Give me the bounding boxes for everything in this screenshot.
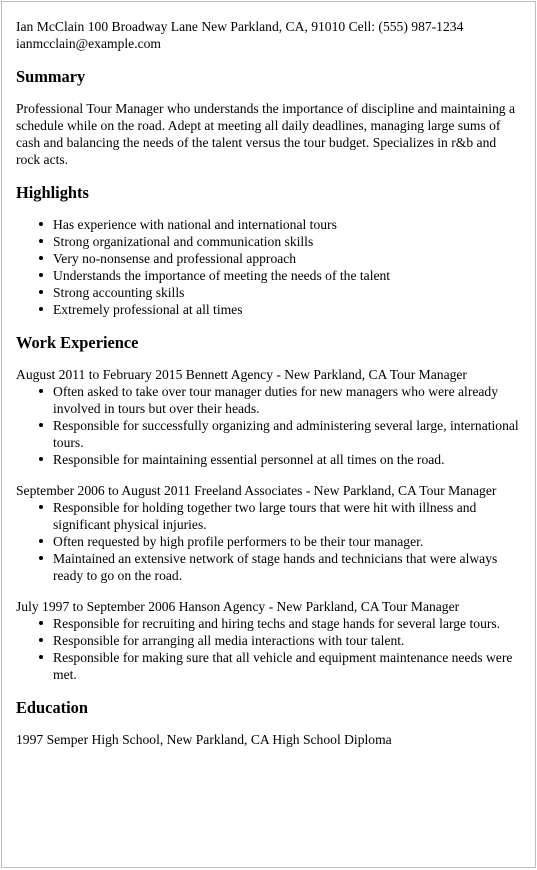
list-item: Responsible for successfully organizing and administering several large, international tours.	[53, 417, 521, 451]
list-item: Extremely professional at all times	[53, 301, 521, 318]
job-title: July 1997 to September 2006 Hanson Agency - New Parkland, CA Tour Manager	[16, 599, 460, 614]
list-item: Responsible for recruiting and hiring techs and stage hands for several large tours.	[53, 615, 521, 632]
list-item: Responsible for making sure that all vehicle and equipment maintenance needs were met.	[53, 649, 521, 683]
highlights-heading: Highlights	[16, 183, 89, 202]
list-item: Very no-nonsense and professional approach	[53, 250, 521, 267]
job-title: September 2006 to August 2011 Freeland Associates - New Parkland, CA Tour Manager	[16, 483, 497, 498]
list-item: Has experience with national and international tours	[53, 216, 521, 233]
contact-info	[16, 18, 521, 52]
contact-line-address: Ian McClain 100 Broadway Lane New Parkland, CA, 91010 Cell: (555) 987-1234	[16, 19, 464, 34]
list-item: Responsible for holding together two large tours that were hit with illness and significant physical injuries.	[53, 499, 521, 533]
list-item: Responsible for maintaining essential personnel at all times on the road.	[53, 451, 521, 468]
job-bullets	[16, 383, 521, 468]
list-item: Understands the importance of meeting the needs of the talent	[53, 267, 521, 284]
experience-heading: Work Experience	[16, 333, 139, 352]
education-heading: Education	[16, 698, 88, 717]
education-text: 1997 Semper High School, New Parkland, CA High School Diploma	[16, 732, 392, 747]
highlights-list	[16, 216, 521, 318]
job-bullets	[16, 499, 521, 584]
contact-line-email: ianmcclain@example.com	[16, 36, 161, 51]
list-item: Strong organizational and communication skills	[53, 233, 521, 250]
resume-page	[1, 1, 536, 868]
list-item: Responsible for arranging all media interactions with tour talent.	[53, 632, 521, 649]
job-bullets	[16, 615, 521, 683]
list-item: Strong accounting skills	[53, 284, 521, 301]
summary-text: Professional Tour Manager who understands the importance of discipline and maintaining a schedule while on the road. Adept at meeting all daily deadlines, managing large sums of cash and balancing the needs of the talent versus the tour budget. Specializes in r&b and rock acts.	[16, 101, 515, 167]
summary-heading: Summary	[16, 67, 86, 86]
list-item: Often requested by high profile performers to be their tour manager.	[53, 533, 521, 550]
job-title: August 2011 to February 2015 Bennett Agency - New Parkland, CA Tour Manager	[16, 367, 467, 382]
list-item: Maintained an extensive network of stage hands and technicians that were always ready to go on the road.	[53, 550, 521, 584]
list-item: Often asked to take over tour manager duties for new managers who were already involved in tours but over their heads.	[53, 383, 521, 417]
